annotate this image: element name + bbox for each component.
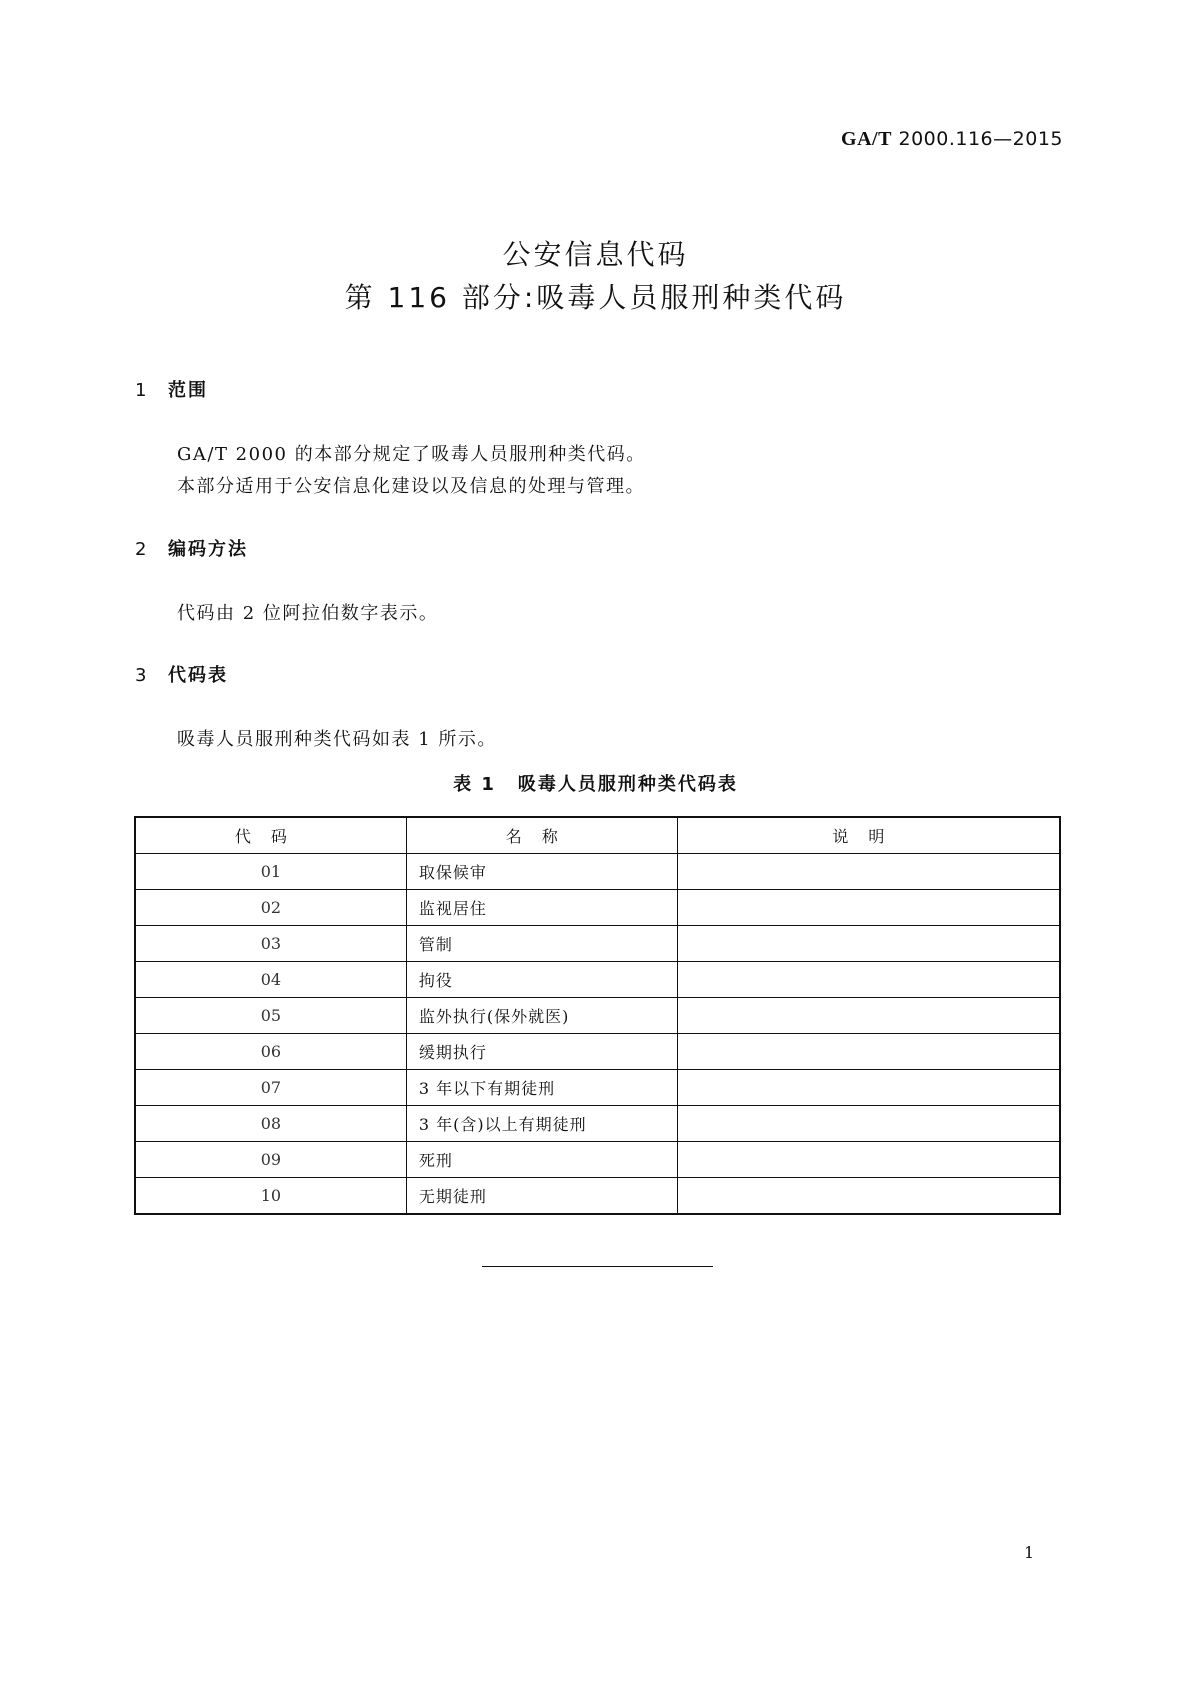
table-caption-title: 吸毒人员服刑种类代码表 <box>517 774 738 795</box>
section-number: 3 <box>135 665 149 686</box>
document-subtitle: 第 116 部分:吸毒人员服刑种类代码 <box>344 281 847 314</box>
cell-code: 05 <box>135 998 406 1034</box>
section-title: 编码方法 <box>168 539 248 560</box>
cell-description <box>677 890 1060 926</box>
cell-code: 08 <box>135 1106 406 1142</box>
table-row <box>135 926 1060 962</box>
section-heading-coding-method <box>135 535 248 561</box>
page-number: 1 <box>1024 1543 1035 1562</box>
cell-code: 04 <box>135 962 406 998</box>
section-heading-scope <box>135 376 208 402</box>
section-title: 代码表 <box>168 665 228 686</box>
cell-description <box>677 962 1060 998</box>
cell-description <box>677 926 1060 962</box>
cell-description <box>677 1178 1060 1215</box>
table-row <box>135 1142 1060 1178</box>
section-heading-code-table <box>135 661 228 687</box>
cell-name: 死刑 <box>406 1142 677 1178</box>
cell-description <box>677 1034 1060 1070</box>
table-header-row <box>135 817 1060 854</box>
paragraph: 吸毒人员服刑种类代码如表 1 所示。 <box>177 729 497 750</box>
table-row <box>135 854 1060 890</box>
end-of-document-rule <box>482 1266 713 1267</box>
table-row <box>135 890 1060 926</box>
cell-code: 03 <box>135 926 406 962</box>
cell-name: 缓期执行 <box>406 1034 677 1070</box>
document-title: 公安信息代码 <box>502 238 689 271</box>
section-number: 2 <box>135 539 149 560</box>
cell-description <box>677 1106 1060 1142</box>
column-header-name: 名称 <box>406 817 677 854</box>
table-row <box>135 1034 1060 1070</box>
table-row <box>135 962 1060 998</box>
cell-code: 07 <box>135 1070 406 1106</box>
cell-name: 无期徒刑 <box>406 1178 677 1215</box>
paragraph: GA/T 2000 的本部分规定了吸毒人员服刑种类代码。 <box>177 444 646 465</box>
cell-code: 06 <box>135 1034 406 1070</box>
cell-name: 监视居住 <box>406 890 677 926</box>
section-number: 1 <box>135 380 149 401</box>
section-title: 范围 <box>168 380 208 401</box>
column-header-code: 代码 <box>135 817 406 854</box>
cell-description <box>677 1142 1060 1178</box>
cell-code: 10 <box>135 1178 406 1215</box>
cell-description <box>677 998 1060 1034</box>
standard-number <box>841 128 1063 151</box>
cell-code: 01 <box>135 854 406 890</box>
paragraph: 代码由 2 位阿拉伯数字表示。 <box>177 603 439 624</box>
table-row <box>135 998 1060 1034</box>
column-header-description: 说明 <box>677 817 1060 854</box>
paragraph: 本部分适用于公安信息化建设以及信息的处理与管理。 <box>177 476 645 497</box>
table-row <box>135 1070 1060 1106</box>
cell-name: 3 年以下有期徒刑 <box>406 1070 677 1106</box>
table-caption <box>0 770 1191 796</box>
cell-description <box>677 854 1060 890</box>
cell-name: 管制 <box>406 926 677 962</box>
table-row <box>135 1106 1060 1142</box>
cell-description <box>677 1070 1060 1106</box>
cell-name: 监外执行(保外就医) <box>406 998 677 1034</box>
cell-name: 3 年(含)以上有期徒刑 <box>406 1106 677 1142</box>
code-table <box>134 816 1061 1215</box>
cell-name: 取保候审 <box>406 854 677 890</box>
standard-prefix: GA/T <box>841 128 892 150</box>
cell-name: 拘役 <box>406 962 677 998</box>
table-row <box>135 1178 1060 1215</box>
standard-code: 2000.116—2015 <box>898 128 1063 150</box>
cell-code: 09 <box>135 1142 406 1178</box>
table-caption-label: 表 1 <box>453 774 496 795</box>
cell-code: 02 <box>135 890 406 926</box>
